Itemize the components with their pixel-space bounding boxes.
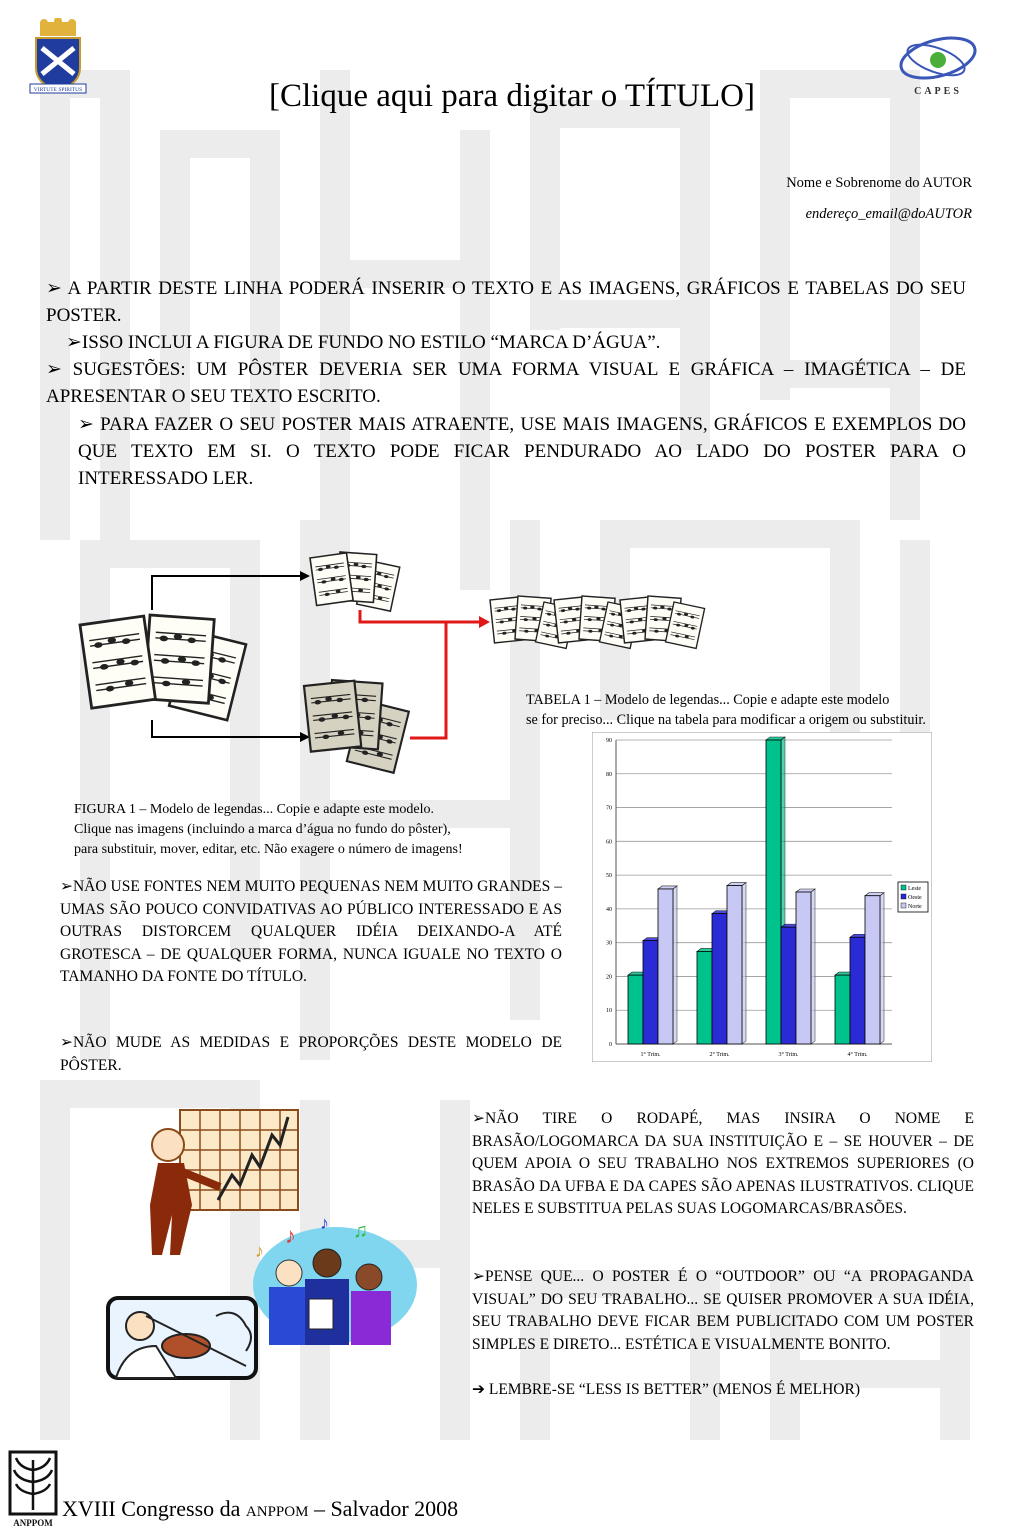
chart-y-tick-label: 90: [606, 738, 612, 744]
svg-text:♪: ♪: [255, 1241, 264, 1261]
footer-org: ANPPOM: [245, 1504, 309, 1520]
chart-y-tick-label: 80: [606, 771, 612, 778]
chart-legend-label: Oeste: [908, 895, 922, 901]
chart-bar-norte-2: [727, 886, 742, 1044]
chart-y-tick-label: 20: [606, 974, 612, 981]
red-connector-bottom: [410, 622, 446, 738]
chart-legend-label: Leste: [908, 886, 921, 892]
bar-chart[interactable]: [592, 732, 932, 1062]
violinist-clipart[interactable]: [106, 1296, 258, 1380]
figure1-caption[interactable]: [74, 800, 564, 860]
growth-chart-board: [180, 1110, 298, 1210]
right-col-paragraph-3[interactable]: ➔ LEMBRE-SE “LESS IS BETTER” (MENOS É MELHOR): [472, 1381, 860, 1398]
chart-legend-swatch: [901, 885, 906, 890]
figure1-caption-line: para substituir, mover, editar, etc. Não exagere o número de imagens!: [74, 842, 463, 857]
sheet-music-small: [310, 552, 400, 611]
chart-y-tick-label: 60: [606, 839, 612, 846]
intro-paragraph-4[interactable]: ➢ PARA FAZER O SEU POSTER MAIS ATRAENTE, USE MAIS IMAGENS, GRÁFICOS E EXEMPLOS DO QUE TEXTO EM SI. O TEXTO PODE FICAR PENDURADO AO LADO DO POSTER PARA O INTERESSADO LER.: [78, 414, 966, 489]
anppom-logo[interactable]: [8, 1450, 58, 1530]
chart-bar-norte-4: [865, 896, 880, 1044]
svg-text:♪: ♪: [285, 1223, 296, 1248]
footer-suffix: – Salvador 2008: [308, 1496, 459, 1521]
chart-bar-leste-2: [697, 951, 712, 1044]
table1-caption-line: TABELA 1 – Modelo de legendas... Copie e adapte este modelo: [526, 692, 890, 708]
chart-legend-swatch: [901, 903, 906, 908]
sheet-music-row: [490, 596, 705, 648]
left-col-paragraph-1[interactable]: ➢NÃO USE FONTES NEM MUITO PEQUENAS NEM MUITO GRANDES – UMAS SÃO POUCO CONVIDATIVAS AO PÚBLICO INTERESSADO E AS OUTRAS DISTORCEM QUALQUER IDÉIA DEIXANDO-A ATÉ GROTESCA – DE QUALQUER FORMA, NUNCA IGUALE NO TEXTO O TAMANHO DA FONTE DO TÍTULO.: [60, 878, 562, 985]
svg-text:♪: ♪: [320, 1215, 329, 1233]
sheet-music-grey: [304, 680, 409, 773]
intro-paragraph-2[interactable]: ➢ISSO INCLUI A FIGURA DE FUNDO NO ESTILO “MARCA D’ÁGUA”.: [66, 332, 661, 353]
capes-logo[interactable]: [896, 30, 980, 100]
chart-y-tick-label: 10: [606, 1008, 612, 1015]
chart-x-label: 3° Trim.: [778, 1052, 799, 1058]
poster-title[interactable]: [Clique aqui para digitar o TÍTULO]: [269, 78, 755, 114]
chart-bar-norte-3: [796, 892, 811, 1044]
chart-bar-leste-3: [766, 740, 781, 1044]
chart-bar-oeste-3: [781, 927, 796, 1044]
svg-text:♫: ♫: [353, 1220, 368, 1242]
sheet-music-large: [80, 615, 246, 720]
chart-y-tick-label: 50: [606, 873, 612, 880]
singers-clipart[interactable]: [245, 1215, 425, 1355]
chart-y-tick-label: 40: [606, 906, 612, 913]
crown-icon: [40, 18, 76, 36]
chart-bar-leste-4: [835, 975, 850, 1044]
chart-bar-norte-1: [658, 889, 673, 1044]
footer-caption[interactable]: [62, 1496, 458, 1522]
intro-paragraph-1[interactable]: ➢ A PARTIR DESTE LINHA PODERÁ INSERIR O TEXTO E AS IMAGENS, GRÁFICOS E TABELAS DO SEU POSTER.: [46, 278, 966, 326]
chart-y-tick-label: 0: [609, 1042, 612, 1048]
chart-y-tick-label: 30: [606, 940, 612, 947]
chart-legend-label: Norte: [908, 904, 922, 910]
right-col-paragraph-2[interactable]: ➢PENSE QUE... O POSTER É O “OUTDOOR” OU “A PROPAGANDA VISUAL” DO SEU TRABALHO... SE QUISER PROMOVER A SUA IDÉIA, SEU TRABALHO DEVE FICAR BEM PUBLICITADO COM UM POSTER SIMPLES E DIRETO... ESTÉTICA E VISUALMENTE BONITO.: [472, 1268, 974, 1353]
chart-bar-oeste-2: [712, 914, 727, 1044]
intro-paragraph-3[interactable]: ➢ SUGESTÕES: UM PÔSTER DEVERIA SER UMA FORMA VISUAL E GRÁFICA – IMAGÉTICA – DE APRESENTAR O SEU TEXTO ESCRITO.: [46, 359, 966, 407]
chart-bar-oeste-1: [643, 941, 658, 1044]
globe-icon: [930, 52, 946, 68]
right-col-paragraph-1[interactable]: ➢NÃO TIRE O RODAPÉ, MAS INSIRA O NOME E BRASÃO/LOGOMARCA DA SUA INSTITUIÇÃO E – SE HOUVER – DE QUEM APOIA O SEU TRABALHO NOS EXTREMOS SUPERIORES (O BRASÃO DA UFBA E DA CAPES SÃO APENAS ILUSTRATIVOS. CLIQUE NELES E SUBSTITUA PELAS SUAS LOGOMARCAS/BRASÕES.: [472, 1110, 974, 1217]
chart-x-label: 2° Trim.: [709, 1052, 730, 1058]
chart-bar-oeste-4: [850, 937, 865, 1044]
left-col-paragraph-2[interactable]: ➢NÃO MUDE AS MEDIDAS E PROPORÇÕES DESTE MODELO DE PÔSTER.: [60, 1034, 562, 1074]
chart-bar-leste-1: [628, 975, 643, 1044]
table1-caption-line: se for preciso... Clique na tabela para modificar a origem ou substituir.: [526, 712, 926, 728]
chart-y-tick-label: 70: [606, 805, 612, 812]
table1-caption[interactable]: [526, 690, 1016, 730]
footer-prefix: XVIII Congresso da: [62, 1496, 246, 1521]
anppom-logo-text: ANPPOM: [13, 1518, 53, 1528]
crest-motto: VIRTUTE SPIRITUS: [33, 87, 83, 93]
capes-logo-text: CAPES: [914, 86, 962, 97]
ufba-crest-logo[interactable]: [28, 18, 88, 98]
figure1-caption-line: FIGURA 1 – Modelo de legendas... Copie e adapte este modelo.: [74, 802, 435, 817]
chart-legend: [898, 882, 928, 912]
author-email[interactable]: endereço_email@doAUTOR: [805, 206, 972, 222]
connector-bottom: [152, 720, 300, 737]
chart-x-label: 4° Trim.: [847, 1052, 868, 1058]
red-connector-top: [360, 610, 480, 622]
figure1-caption-line: Clique nas imagens (incluindo a marca d’água no fundo do pôster),: [74, 822, 451, 837]
connector-top: [152, 576, 300, 610]
chart-x-label: 1° Trim.: [640, 1052, 661, 1058]
author-name[interactable]: Nome e Sobrenome do AUTOR: [786, 175, 972, 191]
chart-legend-swatch: [901, 894, 906, 899]
